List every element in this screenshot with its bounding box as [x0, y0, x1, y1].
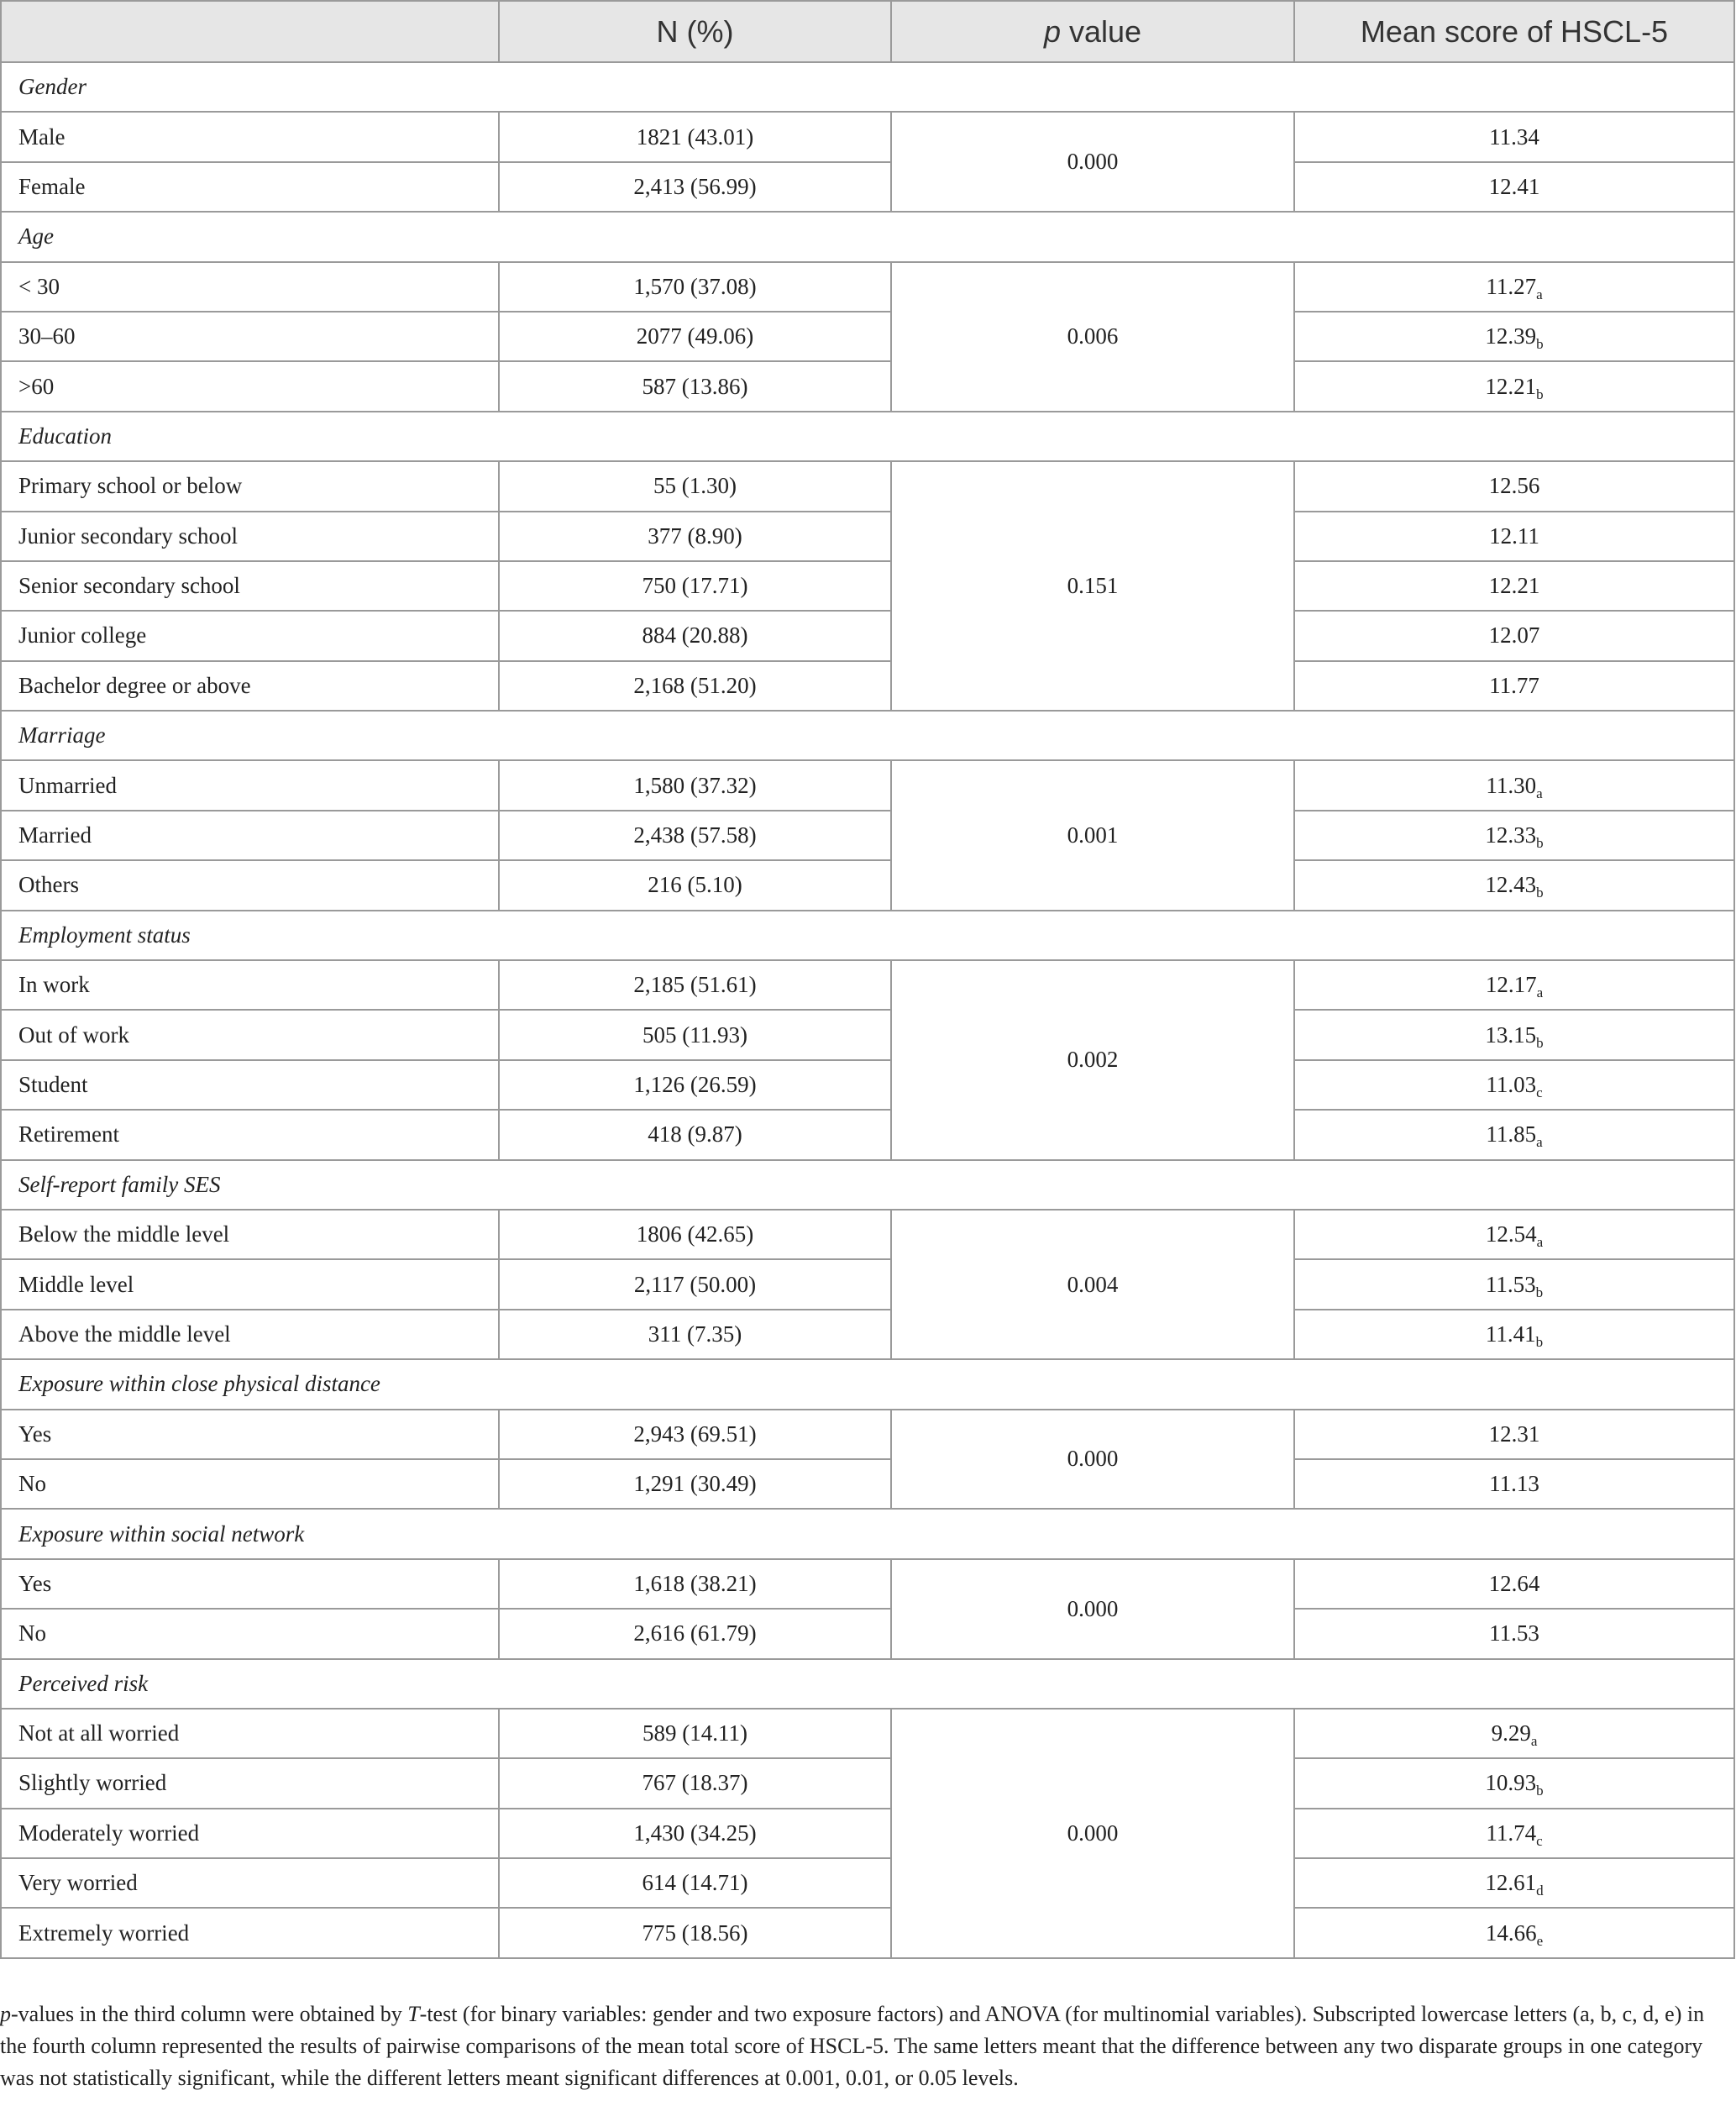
- mean-value: 11.77: [1489, 672, 1539, 698]
- row-label: Very worried: [1, 1858, 499, 1908]
- mean-value: 10.93: [1485, 1770, 1537, 1796]
- mean-value: 12.33: [1485, 822, 1537, 848]
- mean-value: 12.31: [1488, 1421, 1540, 1447]
- table-row: [1, 461, 1734, 511]
- mean-value: 11.03: [1486, 1072, 1537, 1097]
- table-row: [1, 112, 1734, 161]
- row-n-percent: 377 (8.90): [499, 512, 891, 561]
- row-n-percent: 1,291 (30.49): [499, 1459, 891, 1509]
- p-value-cell: 0.000: [891, 1709, 1294, 1958]
- table-row: [1, 960, 1734, 1010]
- mean-value: 11.53: [1485, 1271, 1536, 1297]
- p-value-cell: 0.000: [891, 1559, 1294, 1659]
- row-n-percent: 2077 (49.06): [499, 312, 891, 361]
- row-mean-score: [1294, 112, 1734, 161]
- row-n-percent: 1,618 (38.21): [499, 1559, 891, 1609]
- row-mean-score: [1294, 312, 1734, 361]
- footnote-text-1: -values in the third column were obtained by: [11, 2002, 408, 2026]
- row-mean-score: [1294, 561, 1734, 611]
- table-row: [1, 1010, 1734, 1059]
- row-mean-score: [1294, 1060, 1734, 1110]
- header-mean-score: Mean score of HSCL-5: [1294, 1, 1734, 62]
- row-mean-score: [1294, 1410, 1734, 1459]
- row-label: 30–60: [1, 312, 499, 361]
- row-n-percent: 2,943 (69.51): [499, 1410, 891, 1459]
- mean-value: 11.53: [1489, 1620, 1539, 1646]
- mean-value: 12.39: [1485, 323, 1537, 349]
- mean-subscript-letter: b: [1536, 1034, 1544, 1051]
- mean-value: 12.41: [1488, 173, 1540, 199]
- row-n-percent: 767 (18.37): [499, 1758, 891, 1808]
- row-n-percent: 2,413 (56.99): [499, 162, 891, 212]
- row-mean-score: [1294, 1758, 1734, 1808]
- row-label: Below the middle level: [1, 1210, 499, 1259]
- table-row: [1, 611, 1734, 660]
- table-header-row: [1, 1, 1734, 62]
- row-mean-score: [1294, 811, 1734, 860]
- mean-value: 12.21: [1485, 373, 1537, 399]
- row-mean-score: [1294, 162, 1734, 212]
- p-value-cell: 0.004: [891, 1210, 1294, 1359]
- mean-value: 13.15: [1485, 1021, 1537, 1048]
- table-row: [1, 312, 1734, 361]
- row-label: Bachelor degree or above: [1, 661, 499, 711]
- row-label: In work: [1, 960, 499, 1010]
- footnote-p: p: [0, 2002, 11, 2026]
- mean-subscript-letter: b: [1535, 1284, 1544, 1300]
- row-mean-score: [1294, 1010, 1734, 1059]
- mean-subscript-letter: b: [1536, 1783, 1544, 1799]
- category-row: [1, 412, 1734, 461]
- mean-value: 11.34: [1489, 123, 1539, 150]
- mean-subscript-letter: d: [1536, 1883, 1544, 1899]
- header-p-rest: value: [1060, 13, 1142, 49]
- header-p-italic: p: [1043, 13, 1061, 49]
- category-label: Exposure within social network: [1, 1509, 1734, 1558]
- row-label: Above the middle level: [1, 1310, 499, 1359]
- mean-subscript-letter: c: [1536, 1832, 1543, 1849]
- mean-value: 11.74: [1486, 1820, 1537, 1846]
- row-label: Female: [1, 162, 499, 212]
- table-row: [1, 361, 1734, 411]
- row-n-percent: 1,126 (26.59): [499, 1060, 891, 1110]
- mean-subscript-letter: a: [1536, 1234, 1544, 1251]
- mean-subscript-letter: b: [1535, 1333, 1544, 1350]
- mean-value: 12.11: [1489, 523, 1539, 549]
- row-label: Moderately worried: [1, 1809, 499, 1858]
- footnote-text-2: -test (for binary variables: gender and two exposure factors) and ANOVA (for multinomial variables). Subscripted lowercase letters (a, b, c, d, e) in the fourth column represented the results of pairwise comparisons of the mean total score of HSCL-5. The same letters meant that the difference between any two disparate groups in one category was not statistically significant, while the different letters meant significant differences at 0.001, 0.01, or 0.05 levels.: [0, 2002, 1705, 2090]
- row-label: Junior college: [1, 611, 499, 660]
- p-value-cell: 0.001: [891, 760, 1294, 910]
- table-row: [1, 1259, 1734, 1309]
- mean-value: 12.56: [1488, 473, 1540, 499]
- mean-value: 12.21: [1488, 573, 1540, 599]
- row-mean-score: [1294, 960, 1734, 1010]
- mean-subscript-letter: b: [1536, 386, 1544, 402]
- footnote-t: T: [407, 2002, 420, 2026]
- row-n-percent: 2,438 (57.58): [499, 811, 891, 860]
- row-mean-score: [1294, 860, 1734, 910]
- mean-subscript-letter: a: [1536, 1134, 1543, 1151]
- row-n-percent: 2,117 (50.00): [499, 1259, 891, 1309]
- table-row: [1, 1060, 1734, 1110]
- mean-subscript-letter: a: [1536, 985, 1544, 1001]
- mean-subscript-letter: b: [1536, 835, 1544, 852]
- row-mean-score: [1294, 1559, 1734, 1609]
- header-n-percent: N (%): [499, 1, 891, 62]
- row-label: Others: [1, 860, 499, 910]
- row-mean-score: [1294, 461, 1734, 511]
- row-mean-score: [1294, 1809, 1734, 1858]
- table-row: [1, 1210, 1734, 1259]
- table-row: [1, 1559, 1734, 1609]
- mean-value: 12.43: [1485, 872, 1537, 898]
- row-n-percent: 505 (11.93): [499, 1010, 891, 1059]
- row-label: Yes: [1, 1559, 499, 1609]
- category-row: [1, 1659, 1734, 1709]
- mean-value: 12.07: [1488, 622, 1540, 649]
- mean-subscript-letter: e: [1536, 1932, 1544, 1949]
- category-row: [1, 711, 1734, 760]
- mean-subscript-letter: a: [1536, 785, 1543, 801]
- category-label: Exposure within close physical distance: [1, 1359, 1734, 1409]
- category-label: Education: [1, 412, 1734, 461]
- row-n-percent: 216 (5.10): [499, 860, 891, 910]
- category-label: Self-report family SES: [1, 1160, 1734, 1210]
- table-row: [1, 1609, 1734, 1658]
- row-n-percent: 2,616 (61.79): [499, 1609, 891, 1658]
- table-row: [1, 162, 1734, 212]
- row-label: Not at all worried: [1, 1709, 499, 1758]
- mean-value: 11.13: [1489, 1471, 1539, 1497]
- category-row: [1, 1359, 1734, 1409]
- row-mean-score: [1294, 1709, 1734, 1758]
- mean-subscript-letter: b: [1536, 336, 1544, 353]
- row-n-percent: 614 (14.71): [499, 1858, 891, 1908]
- row-label: Out of work: [1, 1010, 499, 1059]
- row-n-percent: 750 (17.71): [499, 561, 891, 611]
- table-row: [1, 1410, 1734, 1459]
- row-mean-score: [1294, 661, 1734, 711]
- row-label: Primary school or below: [1, 461, 499, 511]
- row-mean-score: [1294, 1908, 1734, 1957]
- row-label: No: [1, 1459, 499, 1509]
- row-n-percent: 587 (13.86): [499, 361, 891, 411]
- row-n-percent: 884 (20.88): [499, 611, 891, 660]
- row-label: Married: [1, 811, 499, 860]
- mean-value: 12.61: [1485, 1870, 1537, 1896]
- mean-subscript-letter: b: [1536, 885, 1544, 901]
- table-row: [1, 1709, 1734, 1758]
- row-n-percent: 1806 (42.65): [499, 1210, 891, 1259]
- table-footnote: [0, 1998, 1722, 2094]
- table-row: [1, 661, 1734, 711]
- category-label: Age: [1, 212, 1734, 261]
- table-row: [1, 860, 1734, 910]
- table-row: [1, 811, 1734, 860]
- category-label: Employment status: [1, 911, 1734, 960]
- category-row: [1, 911, 1734, 960]
- row-n-percent: 311 (7.35): [499, 1310, 891, 1359]
- category-label: Marriage: [1, 711, 1734, 760]
- row-mean-score: [1294, 1259, 1734, 1309]
- row-label: >60: [1, 361, 499, 411]
- header-p-value: [891, 1, 1294, 62]
- row-n-percent: 418 (9.87): [499, 1110, 891, 1159]
- table-row: [1, 262, 1734, 312]
- category-row: [1, 212, 1734, 261]
- mean-value: 11.85: [1486, 1121, 1537, 1148]
- row-label: Male: [1, 112, 499, 161]
- mean-subscript-letter: a: [1530, 1733, 1538, 1750]
- row-mean-score: [1294, 611, 1734, 660]
- row-n-percent: 55 (1.30): [499, 461, 891, 511]
- category-label: Gender: [1, 62, 1734, 112]
- mean-value: 12.54: [1485, 1221, 1537, 1247]
- p-value-cell: 0.000: [891, 112, 1294, 212]
- row-mean-score: [1294, 1459, 1734, 1509]
- row-n-percent: 2,168 (51.20): [499, 661, 891, 711]
- row-n-percent: 1821 (43.01): [499, 112, 891, 161]
- table-row: [1, 1310, 1734, 1359]
- row-label: Yes: [1, 1410, 499, 1459]
- p-value-cell: 0.006: [891, 262, 1294, 412]
- row-mean-score: [1294, 262, 1734, 312]
- row-n-percent: 1,580 (37.32): [499, 760, 891, 810]
- table-row: [1, 1908, 1734, 1957]
- mean-subscript-letter: a: [1536, 286, 1543, 302]
- row-mean-score: [1294, 361, 1734, 411]
- row-label: Unmarried: [1, 760, 499, 810]
- row-mean-score: [1294, 512, 1734, 561]
- row-n-percent: 1,570 (37.08): [499, 262, 891, 312]
- row-label: Student: [1, 1060, 499, 1110]
- table-row: [1, 760, 1734, 810]
- row-n-percent: 2,185 (51.61): [499, 960, 891, 1010]
- table-body: [1, 62, 1734, 1958]
- p-value-cell: 0.002: [891, 960, 1294, 1160]
- p-value-cell: 0.151: [891, 461, 1294, 711]
- row-n-percent: 589 (14.11): [499, 1709, 891, 1758]
- category-row: [1, 1509, 1734, 1558]
- table-row: [1, 1459, 1734, 1509]
- row-mean-score: [1294, 1858, 1734, 1908]
- row-label: Junior secondary school: [1, 512, 499, 561]
- category-row: [1, 1160, 1734, 1210]
- table-row: [1, 561, 1734, 611]
- row-label: Extremely worried: [1, 1908, 499, 1957]
- table-row: [1, 1858, 1734, 1908]
- row-label: < 30: [1, 262, 499, 312]
- mean-value: 9.29: [1491, 1720, 1531, 1746]
- row-mean-score: [1294, 1110, 1734, 1159]
- mean-value: 11.41: [1485, 1321, 1536, 1347]
- category-label: Perceived risk: [1, 1659, 1734, 1709]
- row-label: Senior secondary school: [1, 561, 499, 611]
- row-label: Middle level: [1, 1259, 499, 1309]
- row-n-percent: 775 (18.56): [499, 1908, 891, 1957]
- row-n-percent: 1,430 (34.25): [499, 1809, 891, 1858]
- header-variable: [1, 1, 499, 62]
- row-mean-score: [1294, 1210, 1734, 1259]
- p-value-cell: 0.000: [891, 1410, 1294, 1510]
- mean-subscript-letter: c: [1536, 1085, 1543, 1100]
- mean-value: 11.30: [1486, 772, 1537, 798]
- row-label: Retirement: [1, 1110, 499, 1159]
- mean-value: 12.64: [1488, 1570, 1540, 1596]
- row-mean-score: [1294, 760, 1734, 810]
- table-row: [1, 512, 1734, 561]
- row-mean-score: [1294, 1609, 1734, 1658]
- row-mean-score: [1294, 1310, 1734, 1359]
- mean-value: 11.27: [1486, 273, 1537, 299]
- row-label: Slightly worried: [1, 1758, 499, 1808]
- mean-value: 12.17: [1485, 972, 1537, 998]
- row-label: No: [1, 1609, 499, 1658]
- table-row: [1, 1758, 1734, 1808]
- table-row: [1, 1809, 1734, 1858]
- mean-value: 14.66: [1485, 1920, 1537, 1946]
- category-row: [1, 62, 1734, 112]
- table-row: [1, 1110, 1734, 1159]
